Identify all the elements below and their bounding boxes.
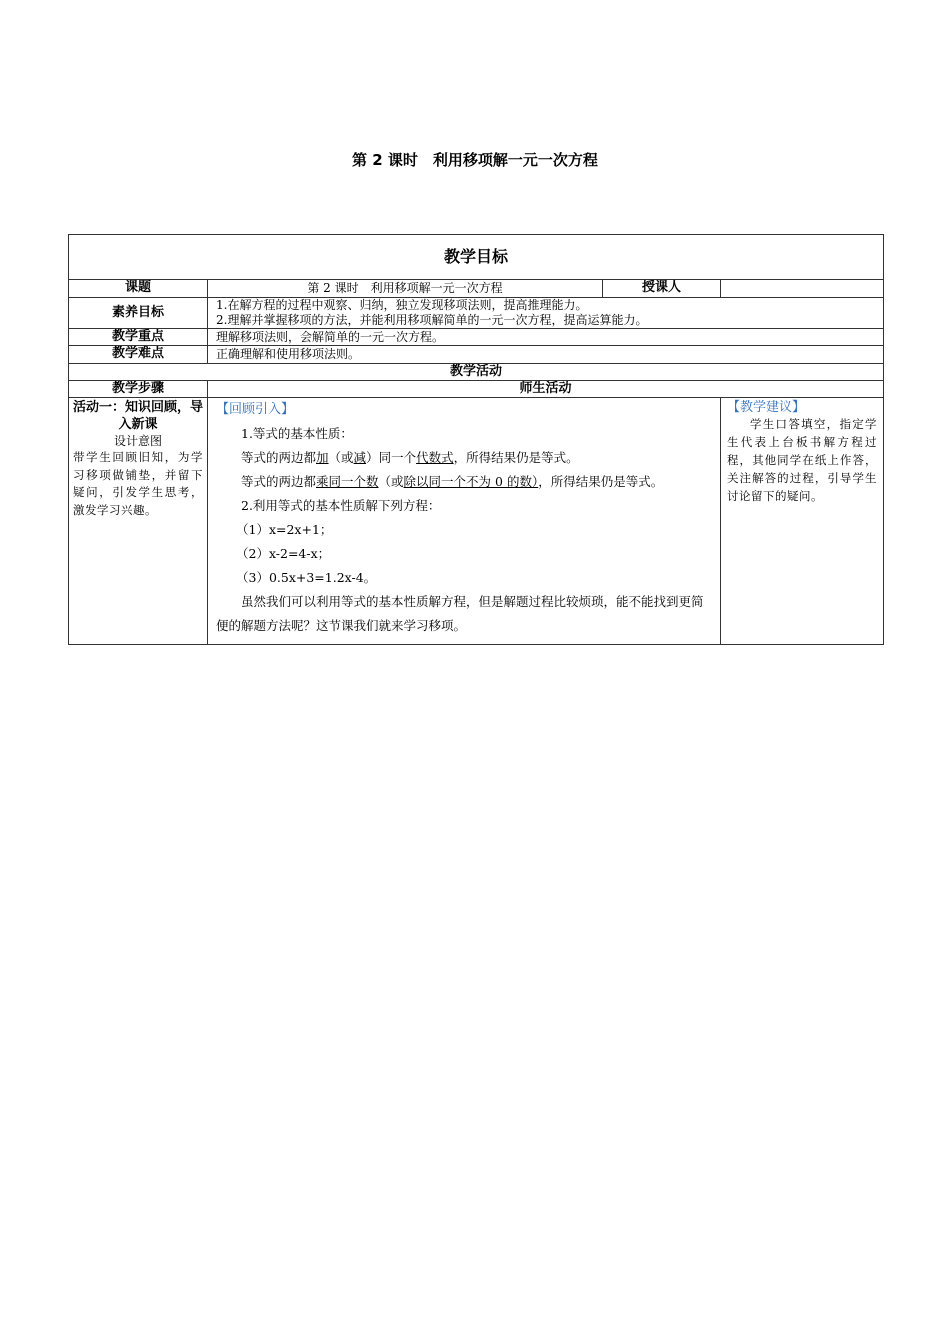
key-point-label: 教学重点 bbox=[69, 329, 208, 346]
equality-property-multiply: 等式的两边都乘同一个数（或除以同一个不为 0 的数），所得结果仍是等式。 bbox=[241, 474, 664, 490]
topic-row bbox=[69, 280, 884, 298]
activity-step-cell bbox=[69, 398, 208, 645]
question-two: 2.利用等式的基本性质解下列方程： bbox=[241, 498, 441, 514]
difficulty-row bbox=[69, 346, 884, 363]
teaching-suggestion-cell bbox=[721, 398, 884, 645]
lesson-plan-table bbox=[68, 234, 884, 645]
literacy-row bbox=[69, 298, 884, 329]
activity-step-title: 活动一：知识回顾，导入新课 bbox=[73, 400, 204, 432]
blank-answer: 除以同一个不为 0 的数） bbox=[403, 474, 539, 490]
blank-answer: 乘同一个数 bbox=[316, 474, 379, 490]
teaching-suggestion-text: 学生口答填空，指定学生代表上台板书解方程过程，其他同学在纸上作答，关注解答的过程，引导学生讨论留下的疑问。 bbox=[727, 417, 878, 503]
equation-item: （2）x-2=4-x； bbox=[236, 546, 331, 562]
activity-section-row bbox=[69, 363, 884, 380]
blank-answer: 加 bbox=[316, 450, 329, 466]
literacy-goals bbox=[208, 298, 884, 329]
goal-section-row bbox=[69, 235, 884, 280]
equation-item: （1）x=2x+1； bbox=[236, 522, 333, 538]
blank-answer: 代数式 bbox=[416, 450, 454, 466]
goal-section-title: 教学目标 bbox=[69, 235, 884, 280]
literacy-label: 素养目标 bbox=[69, 298, 208, 329]
teacher-value bbox=[721, 280, 884, 298]
difficulty-value: 正确理解和使用移项法则。 bbox=[208, 346, 884, 363]
literacy-goal-item: 2.理解并掌握移项的方法，并能利用移项解简单的一元一次方程，提高运算能力。 bbox=[216, 313, 648, 327]
review-intro-tag: 【回顾引入】 bbox=[216, 402, 295, 417]
activity-header-row bbox=[69, 380, 884, 397]
key-point-value: 理解移项法则，会解简单的一元一次方程。 bbox=[208, 329, 884, 346]
closing-paragraph: 虽然我们可以利用等式的基本性质解方程，但是解题过程比较烦琐，能不能找到更简便的解题方法呢？这节课我们就来学习移项。 bbox=[216, 594, 704, 634]
topic-label: 课题 bbox=[69, 280, 208, 298]
teacher-student-header: 师生活动 bbox=[208, 380, 884, 397]
teaching-suggestion-tag: 【教学建议】 bbox=[727, 400, 806, 415]
page-title: 第 2 课时 利用移项解一元一次方程 bbox=[352, 151, 598, 169]
equality-property-add: 等式的两边都加（或减）同一个代数式，所得结果仍是等式。 bbox=[241, 450, 579, 466]
activity-section-title: 教学活动 bbox=[69, 363, 884, 380]
key-point-row bbox=[69, 329, 884, 346]
blank-answer: 减 bbox=[353, 450, 367, 466]
topic-value: 第 2 课时 利用移项解一元一次方程 bbox=[208, 280, 603, 298]
steps-header: 教学步骤 bbox=[69, 380, 208, 397]
difficulty-label: 教学难点 bbox=[69, 346, 208, 363]
question-one: 1.等式的基本性质： bbox=[241, 426, 353, 442]
literacy-goal-item: 1.在解方程的过程中观察、归纳，独立发现移项法则，提高推理能力。 bbox=[216, 298, 588, 312]
equation-item: （3）0.5x+3=1.2x-4。 bbox=[236, 570, 377, 586]
teacher-student-activity bbox=[208, 398, 721, 645]
activity-one-row bbox=[69, 398, 884, 645]
teacher-label: 授课人 bbox=[603, 280, 721, 298]
design-intent-text: 带学生回顾旧知，为学习移项做铺垫，并留下疑问，引发学生思考，激发学习兴趣。 bbox=[73, 449, 203, 518]
design-intent-label: 设计意图 bbox=[113, 433, 162, 448]
